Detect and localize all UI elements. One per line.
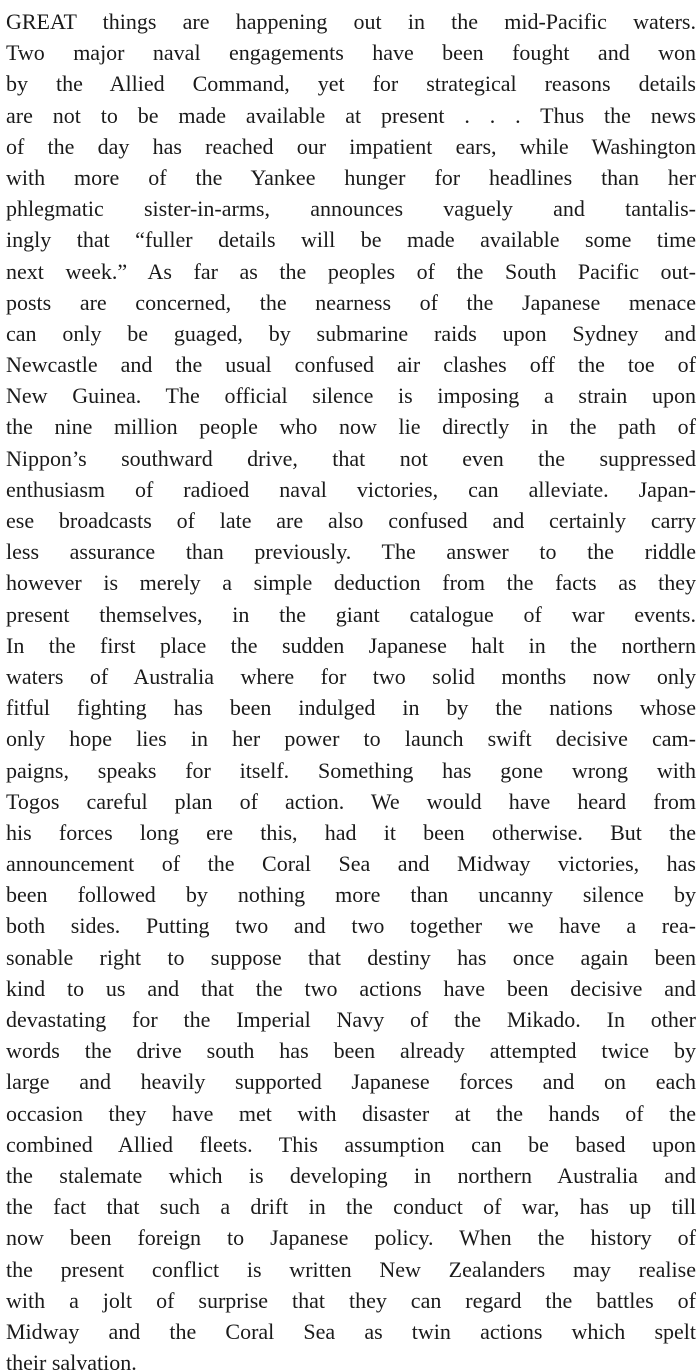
text-line: his forces long ere this, had it been otherwise. But the (6, 819, 696, 845)
text-line-final: their salvation. (6, 1350, 137, 1372)
text-line: with a jolt of surprise that they can regard the battles of (6, 1287, 696, 1313)
text-line: by the Allied Command, yet for strategical reasons details (6, 71, 696, 97)
text-line: words the drive south has been already attempted twice by (6, 1038, 696, 1064)
text-line: are not to be made available at present . . . Thus the news (6, 102, 696, 128)
text-line: posts are concerned, the nearness of the Japanese menace (6, 289, 696, 315)
text-line: of the day has reached our impatient ears, while Washington (6, 133, 696, 159)
text-line: present themselves, in the giant catalogue of war events. (6, 601, 696, 627)
text-line: ese broadcasts of late are also confused and certainly carry (6, 508, 696, 533)
text-line: GREAT things are happening out in the mid-Pacific waters. (6, 9, 696, 34)
text-line: Two major naval engagements have been fought and won (6, 40, 696, 66)
text-line: the present conflict is written New Zealanders may realise (6, 1256, 696, 1282)
text-line: now been foreign to Japanese policy. When the history of (6, 1225, 696, 1251)
text-line: announcement of the Coral Sea and Midway victories, has (6, 851, 696, 877)
text-line: phlegmatic sister-in-arms, announces vaguely and tantalis- (6, 196, 696, 222)
text-line: paigns, speaks for itself. Something has gone wrong with (6, 757, 696, 783)
text-line: next week.” As far as the peoples of the South Pacific out- (6, 258, 696, 284)
text-line: occasion they have met with disaster at the hands of the (6, 1100, 696, 1126)
text-line: Newcastle and the usual confused air clashes off the toe of (6, 352, 696, 378)
text-line: ingly that “fuller details will be made available some time (6, 227, 696, 253)
text-line: however is merely a simple deduction from the facts as they (6, 570, 696, 596)
text-line: Togos careful plan of action. We would have heard from (6, 788, 696, 814)
text-line: New Guinea. The official silence is imposing a strain upon (6, 383, 696, 409)
text-line: Nippon’s southward drive, that not even the suppressed (6, 445, 696, 471)
text-line: fitful fighting has been indulged in by the nations whose (6, 695, 696, 721)
text-line: sonable right to suppose that destiny has once again been (6, 944, 696, 970)
text-line: less assurance than previously. The answer to the riddle (6, 539, 696, 565)
text-line: the stalemate which is developing in northern Australia and (6, 1162, 696, 1188)
text-line: In the first place the sudden Japanese halt in the northern (6, 632, 696, 658)
text-line: Midway and the Coral Sea as twin actions which spelt (6, 1318, 696, 1344)
text-line: devastating for the Imperial Navy of the Mikado. In other (6, 1007, 696, 1032)
text-line: can only be guaged, by submarine raids upon Sydney and (6, 320, 696, 346)
text-line: enthusiasm of radioed naval victories, can alleviate. Japan- (6, 476, 696, 502)
text-line: combined Allied fleets. This assumption can be based upon (6, 1131, 696, 1157)
text-line: large and heavily supported Japanese forces and on each (6, 1069, 696, 1095)
text-line: the nine million people who now lie directly in the path of (6, 414, 696, 440)
text-line: kind to us and that the two actions have been decisive and (6, 975, 696, 1001)
text-line: waters of Australia where for two solid months now only (6, 663, 696, 689)
text-line: been followed by nothing more than uncanny silence by (6, 882, 696, 908)
text-line: with more of the Yankee hunger for headlines than her (6, 164, 696, 190)
text-line: the fact that such a drift in the conduct of war, has up till (6, 1194, 696, 1220)
text-line: only hope lies in her power to launch swift decisive cam- (6, 726, 696, 752)
text-line: both sides. Putting two and two together we have a rea- (6, 913, 696, 939)
